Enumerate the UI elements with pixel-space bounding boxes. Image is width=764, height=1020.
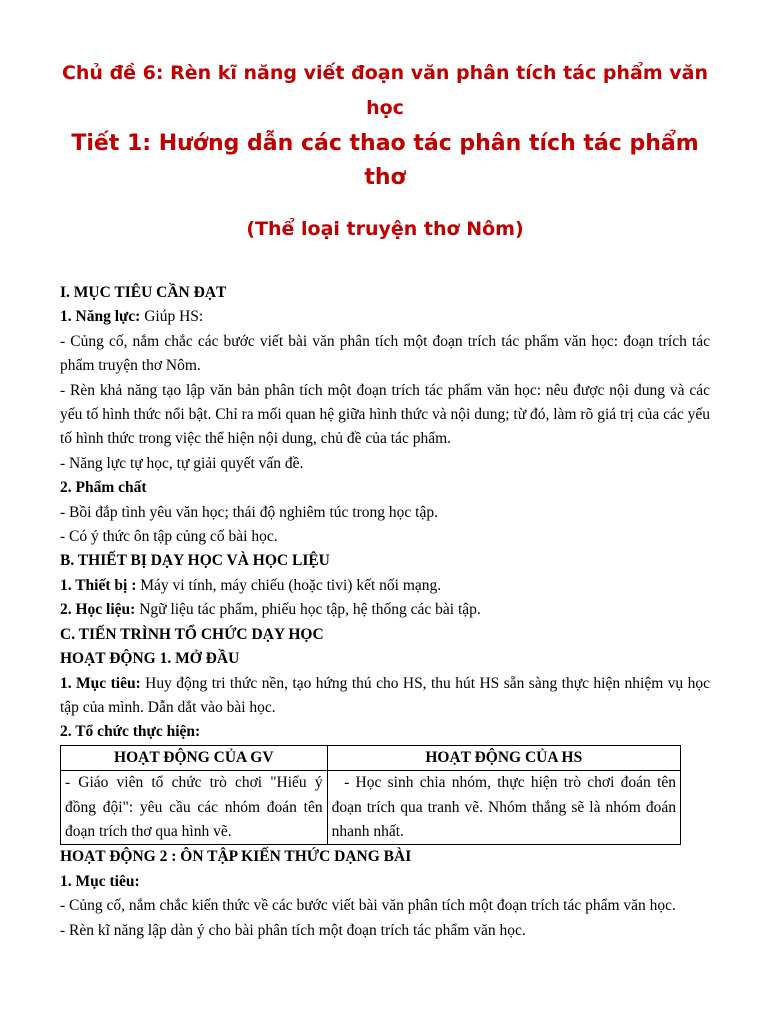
activity1-objective-label: 1. Mục tiêu: [60, 674, 141, 692]
activity2-objective-label: 1. Mục tiêu: [60, 872, 140, 890]
activity1-organization-label: 2. Tổ chức thực hiện: [60, 723, 201, 741]
competence-text: Giúp HS: [140, 308, 204, 326]
table-header-row [61, 745, 681, 770]
activity1-objective [60, 672, 710, 721]
competence-line [60, 305, 710, 329]
competence-item: - Củng cố, nắm chắc các bước viết bài văn phân tích một đoạn trích tác phẩm văn học: đoạn trích tác phẩm truyện thơ Nôm. [60, 332, 710, 375]
topic-title: Chủ đề 6: Rèn kĩ năng viết đoạn văn phân tích tác phẩm văn học [61, 62, 709, 119]
teacher-column-header: HOẠT ĐỘNG CỦA GV [61, 745, 328, 770]
materials-label: 2. Học liệu: [60, 601, 136, 619]
section-heading-objectives: I. MỤC TIÊU CẦN ĐẠT [60, 284, 227, 301]
activity2-item: - Củng cố, nắm chắc kiến thức về các bước viết bài văn phân tích một đoạn trích tác phẩm văn học. [60, 897, 676, 915]
quality-item: - Có ý thức ôn tập củng cố bài học. [60, 528, 278, 546]
competence-item: - Năng lực tự học, tự giải quyết vấn đề. [60, 454, 304, 472]
competence-label: 1. Năng lực: [60, 308, 141, 326]
materials-text: Ngữ liệu tác phẩm, phiếu học tập, hệ thống các bài tập. [135, 601, 481, 619]
competence-item: - Rèn khả năng tạo lập văn bản phân tích một đoạn trích tác phẩm văn học: nêu được nội dung và các yếu tố hình thức nổi bật. Chỉ ra mối quan hệ giữa hình thức và nội dung; từ đó, làm rõ giá trị của các yếu tố hình thức trong việc thể hiện nội dung, chủ đề của tác phẩm. [60, 381, 710, 448]
activity2-heading: HOẠT ĐỘNG 2 : ÔN TẬP KIẾN THỨC DẠNG BÀI [60, 848, 412, 866]
activity2-item: - Rèn kĩ năng lập dàn ý cho bài phân tích một đoạn trích tác phẩm văn học. [60, 921, 526, 939]
materials-line [60, 598, 710, 622]
student-column-header: HOẠT ĐỘNG CỦA HS [327, 745, 680, 770]
genre-subtitle: (Thể loại truyện thơ Nôm) [246, 218, 524, 240]
activity-table [60, 745, 681, 846]
lesson-title: Tiết 1: Hướng dẫn các thao tác phân tích tác phẩm thơ [71, 131, 699, 190]
quality-label: 2. Phẩm chất [60, 479, 147, 497]
quality-item: - Bồi đắp tình yêu văn học; thái độ nghiêm túc trong học tập. [60, 503, 438, 521]
equipment-line [60, 574, 710, 598]
activity1-heading: HOẠT ĐỘNG 1. MỞ ĐẦU [60, 650, 240, 668]
document-body [60, 281, 710, 943]
teacher-activity-cell: - Giáo viên tổ chức trò chơi "Hiểu ý đồng đội": yêu cầu các nhóm đoán tên đoạn trích thơ qua hình vẽ. [61, 771, 328, 845]
equipment-label: 1. Thiết bị : [60, 576, 137, 594]
table-row [61, 771, 681, 845]
section-heading-equipment: B. THIẾT BỊ DẠY HỌC VÀ HỌC LIỆU [60, 552, 330, 570]
section-heading-process: C. TIẾN TRÌNH TỔ CHỨC DẠY HỌC [60, 625, 324, 643]
activity1-objective-text: Huy động tri thức nền, tạo hứng thú cho HS, thu hút HS sẵn sàng thực hiện nhiệm vụ học tập của mình. Dẫn dắt vào bài học. [60, 674, 710, 716]
equipment-text: Máy vi tính, máy chiếu (hoặc tivi) kết nối mạng. [136, 576, 442, 594]
student-activity-cell: - Học sinh chia nhóm, thực hiện trò chơi đoán tên đoạn trích qua tranh vẽ. Nhóm thắng sẽ là nhóm đoán nhanh nhất. [327, 771, 680, 845]
